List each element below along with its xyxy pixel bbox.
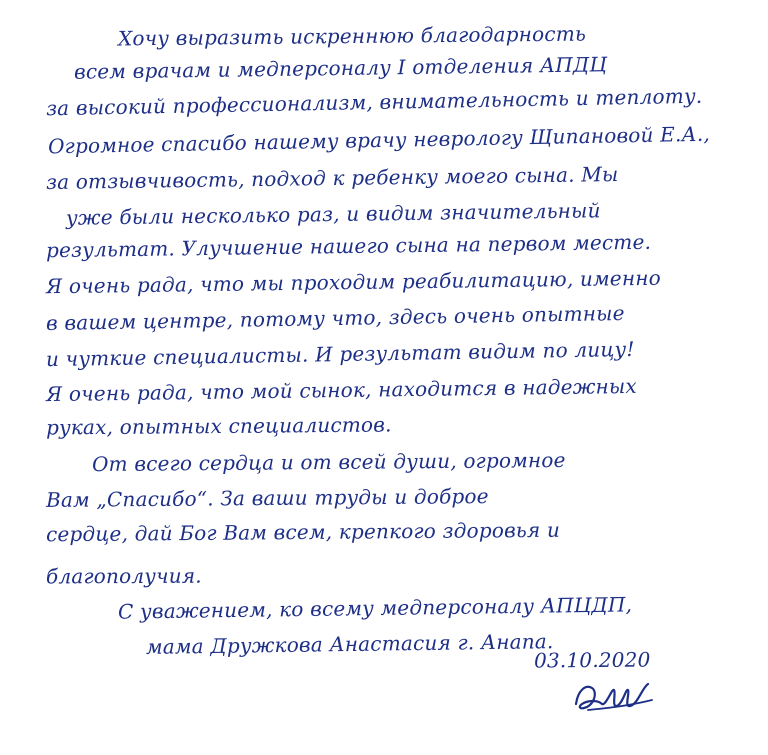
letter-line-1: Хочу выразить искреннюю благодарность [117, 21, 587, 51]
letter-line-16: благополучия. [45, 563, 202, 589]
letter-line-9: в вашем центре, потому что, здесь очень опытные [45, 300, 625, 336]
letter-line-6: уже были несколько раз, и видим значительный [65, 198, 601, 230]
letter-line-7: результат. Улучшение нашего сына на первом месте. [45, 229, 652, 263]
letter-line-11: Я очень рада, что мой сынок, находится в надежных [45, 373, 638, 407]
letter-line-15: сердце, дай Бог Вам всем, крепкого здоровья и [45, 517, 561, 547]
letter-line-2: всем врачам и медперсоналу I отделения АПДЦ [73, 52, 608, 84]
letter-line-17: С уважением, ко всему медперсоналу АПЦДП, [117, 592, 633, 624]
letter-line-5: за отзывчивость, подход к ребенку моего сына. Мы [45, 162, 619, 194]
letter-line-10: и чуткие специалисты. И результат видим по лицу! [45, 336, 635, 372]
handwritten-signature [568, 678, 658, 718]
letter-date: 03.10.2020 [533, 647, 651, 673]
letter-line-3: за высокий профессионализм, внимательность и теплоту. [45, 83, 703, 121]
letter-line-13: От всего сердца и от всей души, огромное [91, 447, 566, 477]
letter-line-8: Я очень рада, что мы проходим реабилитацию, именно [45, 265, 662, 299]
letter-line-18: мама Дружкова Анастасия г. Анапа. [145, 629, 554, 659]
letter-line-12: руках, опытных специалистов. [45, 412, 392, 440]
letter-line-14: Вам „Спасибо“. За ваши труды и доброе [45, 484, 489, 512]
letter-line-4: Огромное спасибо нашему врачу неврологу Щипановой Е.А., [47, 121, 711, 159]
